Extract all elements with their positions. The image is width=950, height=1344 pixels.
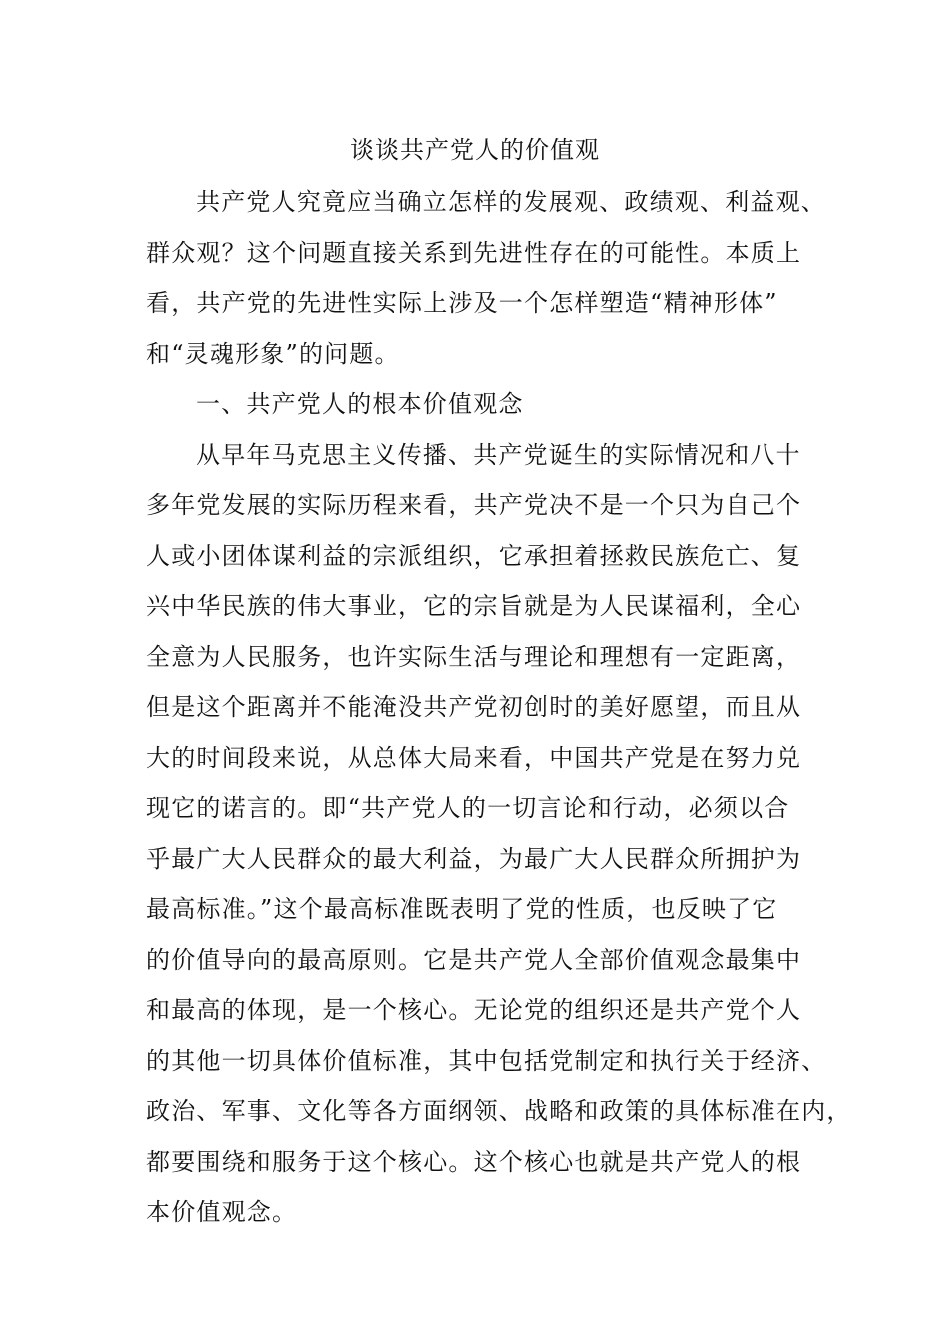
text-line: 群众观？这个问题直接关系到先进性存在的可能性。本质上 [146, 238, 802, 267]
text-line: 兴中华民族的伟大事业，它的宗旨就是为人民谋福利，全心 [146, 592, 802, 620]
text-line: 最高标准。”这个最高标准既表明了党的性质，也反映了它 [146, 895, 778, 923]
text-line: 一、共产党人的根本价值观念 [196, 390, 524, 418]
text-line: 本价值观念。 [146, 1198, 298, 1226]
text-line: 现它的诺言的。即“共产党人的一切言论和行动，必须以合 [146, 794, 790, 822]
document-title: 谈谈共产党人的价值观 [350, 136, 600, 164]
text-line: 大的时间段来说，从总体大局来看，中国共产党是在努力兑 [146, 743, 802, 772]
text-line: 看，共产党的先进性实际上涉及一个怎样塑造“精神形体” [146, 289, 778, 317]
text-line: 全意为人民服务，也许实际生活与理论和理想有一定距离， [146, 642, 802, 671]
text-line: 和最高的体现，是一个核心。无论党的组织还是共产党个人 [146, 996, 802, 1024]
text-line: 从早年马克思主义传播、共产党诞生的实际情况和八十 [196, 440, 801, 469]
text-line: 都要围绕和服务于这个核心。这个核心也就是共产党人的根 [146, 1147, 802, 1176]
text-line: 乎最广大人民群众的最大利益，为最广大人民群众所拥护为 [146, 844, 802, 873]
text-line: 但是这个距离并不能淹没共产党初创时的美好愿望，而且从 [146, 693, 802, 721]
text-line: 政治、军事、文化等各方面纲领、战略和政策的具体标准在内， [146, 1097, 852, 1125]
text-line: 多年党发展的实际历程来看，共产党决不是一个只为自己个 [146, 491, 802, 519]
text-line: 的价值导向的最高原则。它是共产党人全部价值观念最集中 [146, 945, 802, 974]
text-line: 的其他一切具体价值标准，其中包括党制定和执行关于经济、 [146, 1046, 827, 1075]
text-line: 人或小团体谋利益的宗派组织，它承担着拯救民族危亡、复 [146, 541, 802, 570]
document-body [146, 177, 852, 1238]
text-line: 共产党人究竟应当确立怎样的发展观、政绩观、利益观、 [196, 188, 826, 216]
text-line: 和“灵魂形象”的问题。 [146, 339, 400, 368]
